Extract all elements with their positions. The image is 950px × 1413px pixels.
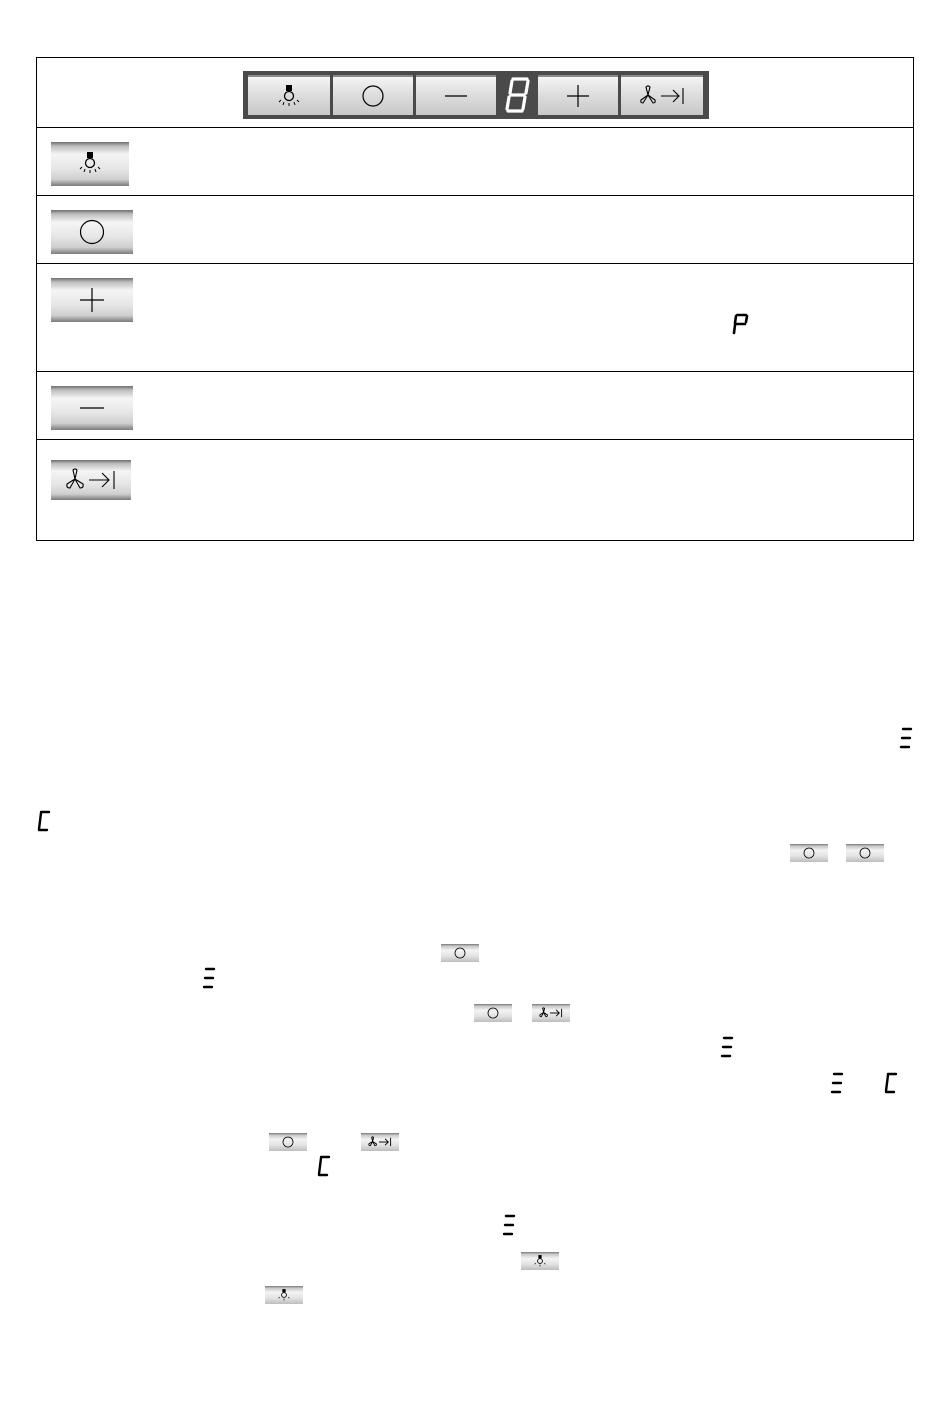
light-row — [37, 127, 913, 195]
minus-row — [37, 371, 913, 439]
display-symbol-p — [730, 312, 750, 336]
display-symbol-c — [316, 1155, 332, 1177]
light-icon — [277, 1288, 291, 1302]
minus-key[interactable] — [51, 386, 133, 430]
power-icon — [487, 1007, 499, 1019]
inline-power-key[interactable] — [269, 1133, 307, 1151]
power-icon — [859, 847, 871, 859]
inline-power-key[interactable] — [441, 944, 479, 962]
panel-fan-timer-button[interactable] — [621, 75, 703, 115]
fan-timer-row — [37, 439, 913, 541]
inline-power-key[interactable] — [474, 1004, 512, 1022]
power-icon — [803, 847, 815, 859]
inline-fan-timer-key[interactable] — [361, 1133, 399, 1151]
fan-timer-icon — [636, 84, 688, 108]
display-symbol-3 — [898, 727, 914, 749]
display-symbol-3 — [501, 1214, 517, 1236]
power-icon — [282, 1136, 294, 1148]
light-icon — [533, 1254, 547, 1268]
display-symbol-3 — [829, 1072, 845, 1094]
light-icon — [276, 83, 302, 109]
panel-power-button[interactable] — [333, 75, 413, 115]
power-key[interactable] — [51, 210, 133, 254]
light-key[interactable] — [51, 142, 129, 186]
light-icon — [77, 150, 103, 178]
fan-timer-key[interactable] — [51, 460, 131, 500]
function-table — [36, 57, 914, 541]
panel-display — [499, 75, 535, 115]
fan-timer-icon — [62, 467, 120, 493]
inline-power-key[interactable] — [846, 844, 884, 862]
fan-timer-icon — [537, 1007, 565, 1019]
power-row — [37, 195, 913, 263]
inline-power-key[interactable] — [790, 844, 828, 862]
panel-minus-button[interactable] — [416, 75, 496, 115]
display-digit-8 — [503, 76, 531, 114]
plus-icon — [79, 287, 105, 313]
inline-light-key[interactable] — [265, 1286, 303, 1304]
power-icon — [78, 218, 106, 246]
display-symbol-c — [36, 810, 52, 832]
panel-row — [37, 58, 913, 127]
minus-icon — [80, 405, 104, 411]
panel-plus-button[interactable] — [538, 75, 618, 115]
power-icon — [454, 947, 466, 959]
control-panel — [243, 71, 709, 119]
power-icon — [361, 84, 385, 108]
fan-timer-icon — [366, 1136, 394, 1148]
inline-fan-timer-key[interactable] — [532, 1004, 570, 1022]
plus-icon — [567, 85, 589, 107]
display-symbol-3 — [201, 967, 217, 989]
display-symbol-c — [883, 1072, 899, 1094]
plus-key[interactable] — [51, 278, 133, 322]
inline-light-key[interactable] — [521, 1252, 559, 1270]
minus-icon — [445, 93, 467, 99]
panel-light-button[interactable] — [248, 75, 330, 115]
display-symbol-3 — [719, 1036, 735, 1058]
plus-row — [37, 263, 913, 371]
